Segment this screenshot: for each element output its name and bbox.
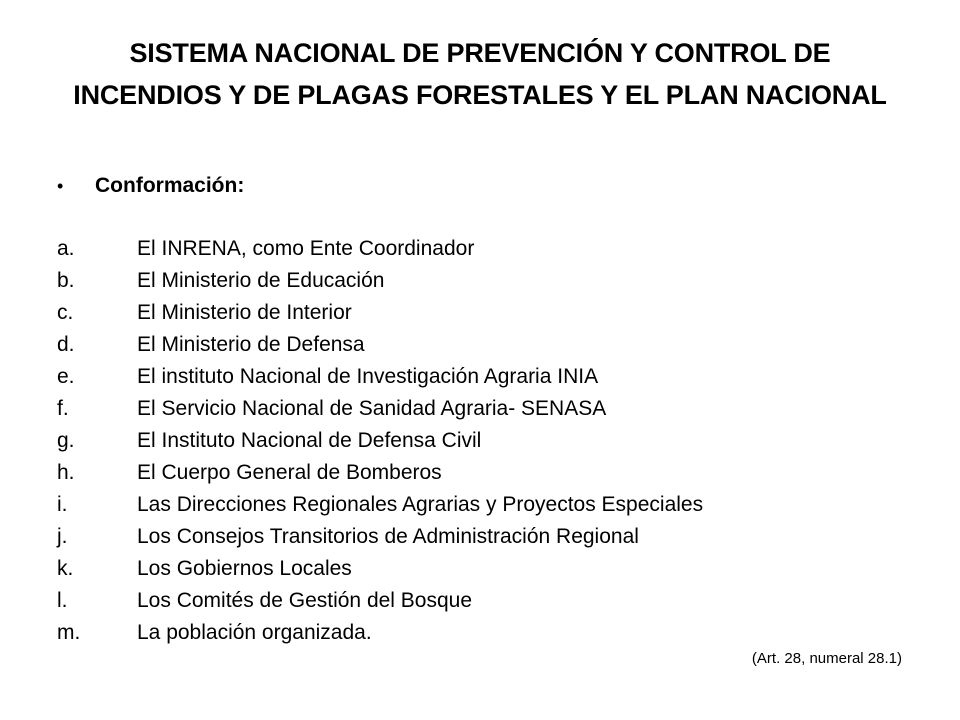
list-item <box>57 553 917 585</box>
list-marker: l. <box>57 589 68 612</box>
list-item <box>57 361 917 393</box>
list-item <box>57 297 917 329</box>
list-item <box>57 425 917 457</box>
bullet-heading <box>57 170 244 202</box>
list-text: El Ministerio de Interior <box>137 301 352 324</box>
list-item <box>57 521 917 553</box>
list-marker: d. <box>57 333 75 356</box>
list-marker: e. <box>57 365 75 388</box>
member-list <box>57 233 917 649</box>
list-marker: g. <box>57 429 75 452</box>
title-line-2: INCENDIOS Y DE PLAGAS FORESTALES Y EL PLAN NACIONAL <box>73 80 887 110</box>
list-item <box>57 457 917 489</box>
list-text: El instituto Nacional de Investigación Agraria INIA <box>137 365 599 388</box>
list-marker: h. <box>57 461 75 484</box>
list-text: El INRENA, como Ente Coordinador <box>137 237 475 260</box>
list-item <box>57 329 917 361</box>
list-marker: k. <box>57 557 74 580</box>
bullet-label: Conformación: <box>95 174 245 197</box>
list-marker: m. <box>57 621 81 644</box>
list-marker: f. <box>57 397 69 420</box>
citation: (Art. 28, numeral 28.1) <box>751 650 902 667</box>
list-marker: i. <box>57 493 68 516</box>
list-item <box>57 585 917 617</box>
list-text: El Instituto Nacional de Defensa Civil <box>137 429 482 452</box>
title-line-1: SISTEMA NACIONAL DE PREVENCIÓN Y CONTROL DE <box>129 38 831 68</box>
list-marker: c. <box>57 301 74 324</box>
list-text: El Ministerio de Defensa <box>137 333 365 356</box>
list-text: El Servicio Nacional de Sanidad Agraria- SENASA <box>137 397 607 420</box>
list-text: Los Gobiernos Locales <box>137 557 352 580</box>
page-title <box>40 32 920 116</box>
list-item <box>57 617 917 649</box>
list-text: La población organizada. <box>137 621 372 644</box>
list-text: Los Consejos Transitorios de Administración Regional <box>137 525 639 548</box>
list-marker: j. <box>57 525 68 548</box>
bullet-icon: • <box>57 176 64 196</box>
list-text: El Cuerpo General de Bomberos <box>137 461 442 484</box>
list-text: Las Direcciones Regionales Agrarias y Proyectos Especiales <box>137 493 704 516</box>
list-item <box>57 265 917 297</box>
list-text: El Ministerio de Educación <box>137 269 385 292</box>
list-marker: a. <box>57 237 75 260</box>
list-marker: b. <box>57 269 75 292</box>
list-item <box>57 233 917 265</box>
list-item <box>57 393 917 425</box>
list-item <box>57 489 917 521</box>
list-text: Los Comités de Gestión del Bosque <box>137 589 473 612</box>
